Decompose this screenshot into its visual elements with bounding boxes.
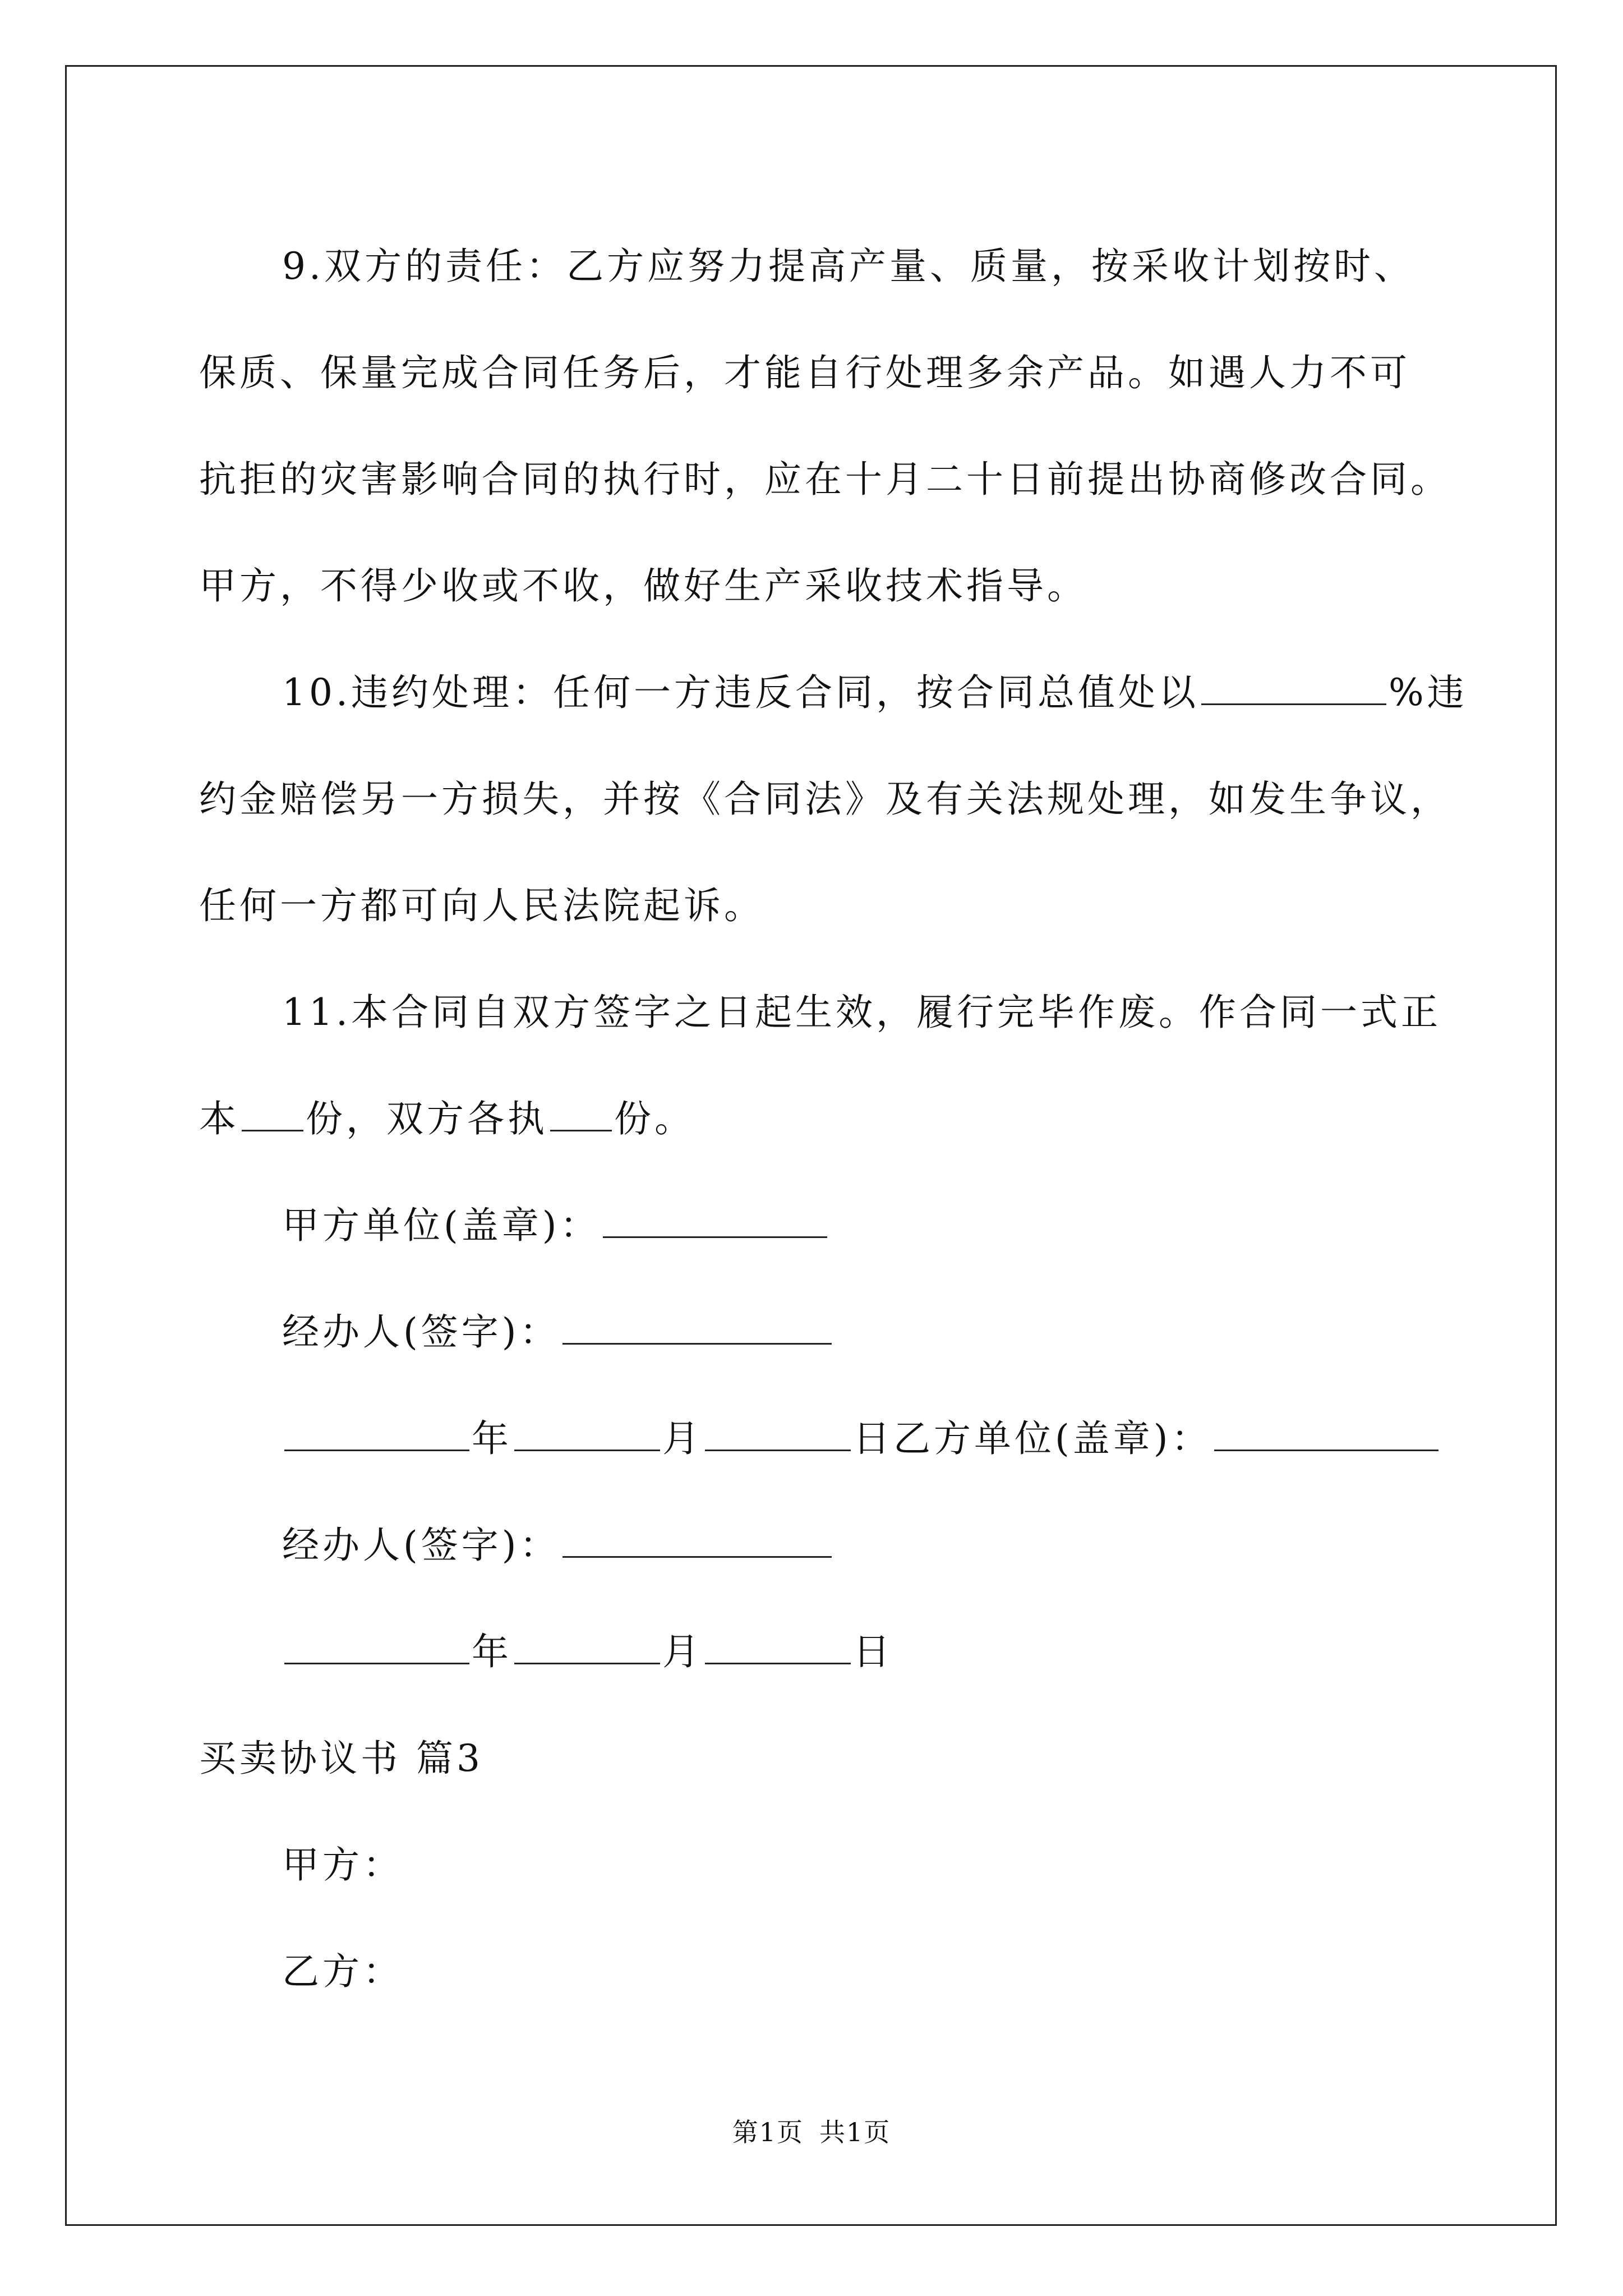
clause-11-text-b: 份，双方各执 xyxy=(306,1097,548,1140)
section-3-title: 买卖协议书 篇3 xyxy=(199,1737,483,1780)
clause-10-text-suffix: %违 xyxy=(1388,671,1468,714)
day-blank xyxy=(705,1412,851,1451)
party-a-unit-label: 甲方单位(盖章)： xyxy=(282,1204,601,1247)
party-a-agent-blank xyxy=(562,1306,832,1345)
date-and-party-b-unit-line xyxy=(199,1386,1422,1492)
clause-10-line-3: 任何一方都可向人民法院起诉。 xyxy=(199,884,764,927)
party-a-unit-blank xyxy=(603,1199,827,1238)
clause-9-line-1: 9.双方的责任：乙方应努力提高产量、质量，按采收计划按时、 xyxy=(282,245,1414,288)
clause-9-line-4: 甲方，不得少收或不收，做好生产采收技术指导。 xyxy=(199,564,1087,608)
page-number: 第1页 xyxy=(732,2117,804,2147)
party-b-date-line xyxy=(199,1599,1422,1705)
page-total: 共1页 xyxy=(819,2117,891,2147)
party-a-agent-line xyxy=(199,1279,1422,1386)
party-b-agent-line xyxy=(199,1492,1422,1599)
penalty-percent-blank xyxy=(1201,666,1386,705)
clause-10-text: 10.违约处理：任何一方违反合同，按合同总值处以 xyxy=(282,671,1199,714)
clause-10-line-2: 约金赔偿另一方损失，并按《合同法》及有关法规处理，如发生争议， xyxy=(199,777,1451,821)
year-blank-2 xyxy=(284,1626,469,1664)
party-b-unit-label: 日乙方单位(盖章)： xyxy=(853,1417,1212,1460)
section-3-party-a: 甲方： xyxy=(282,1843,403,1887)
copies-each-blank xyxy=(550,1093,612,1131)
year-label: 年 xyxy=(472,1417,512,1460)
party-b-agent-blank xyxy=(562,1519,832,1558)
month-label-2: 月 xyxy=(662,1630,703,1673)
month-blank xyxy=(514,1412,660,1451)
copies-total-blank xyxy=(242,1093,303,1131)
clause-11-line-2 xyxy=(199,1066,1422,1172)
day-blank-2 xyxy=(705,1626,851,1664)
clause-11-line-1: 11.本合同自双方签字之日起生效，履行完毕作废。作合同一式正 xyxy=(282,991,1441,1034)
page-footer xyxy=(0,2112,1623,2149)
party-b-unit-blank xyxy=(1214,1412,1438,1451)
clause-11-text-a: 本 xyxy=(199,1097,239,1140)
party-a-unit-line xyxy=(199,1172,1422,1279)
document-body xyxy=(199,213,1468,2025)
party-a-agent-label: 经办人(签字)： xyxy=(282,1310,560,1354)
day-label: 日 xyxy=(853,1630,893,1673)
section-3-party-b: 乙方： xyxy=(282,1950,403,1993)
party-b-agent-label: 经办人(签字)： xyxy=(282,1524,560,1567)
year-label-2: 年 xyxy=(472,1630,512,1673)
clause-9-line-2: 保质、保量完成合同任务后，才能自行处理多余产品。如遇人力不可 xyxy=(199,351,1410,394)
month-label: 月 xyxy=(662,1417,703,1460)
clause-11-text-c: 份。 xyxy=(614,1097,695,1140)
clause-9-line-3: 抗拒的灾害影响合同的执行时，应在十月二十日前提出协商修改合同。 xyxy=(199,458,1451,501)
year-blank xyxy=(284,1412,469,1451)
month-blank-2 xyxy=(514,1626,660,1664)
clause-10-line-1 xyxy=(199,639,1468,746)
